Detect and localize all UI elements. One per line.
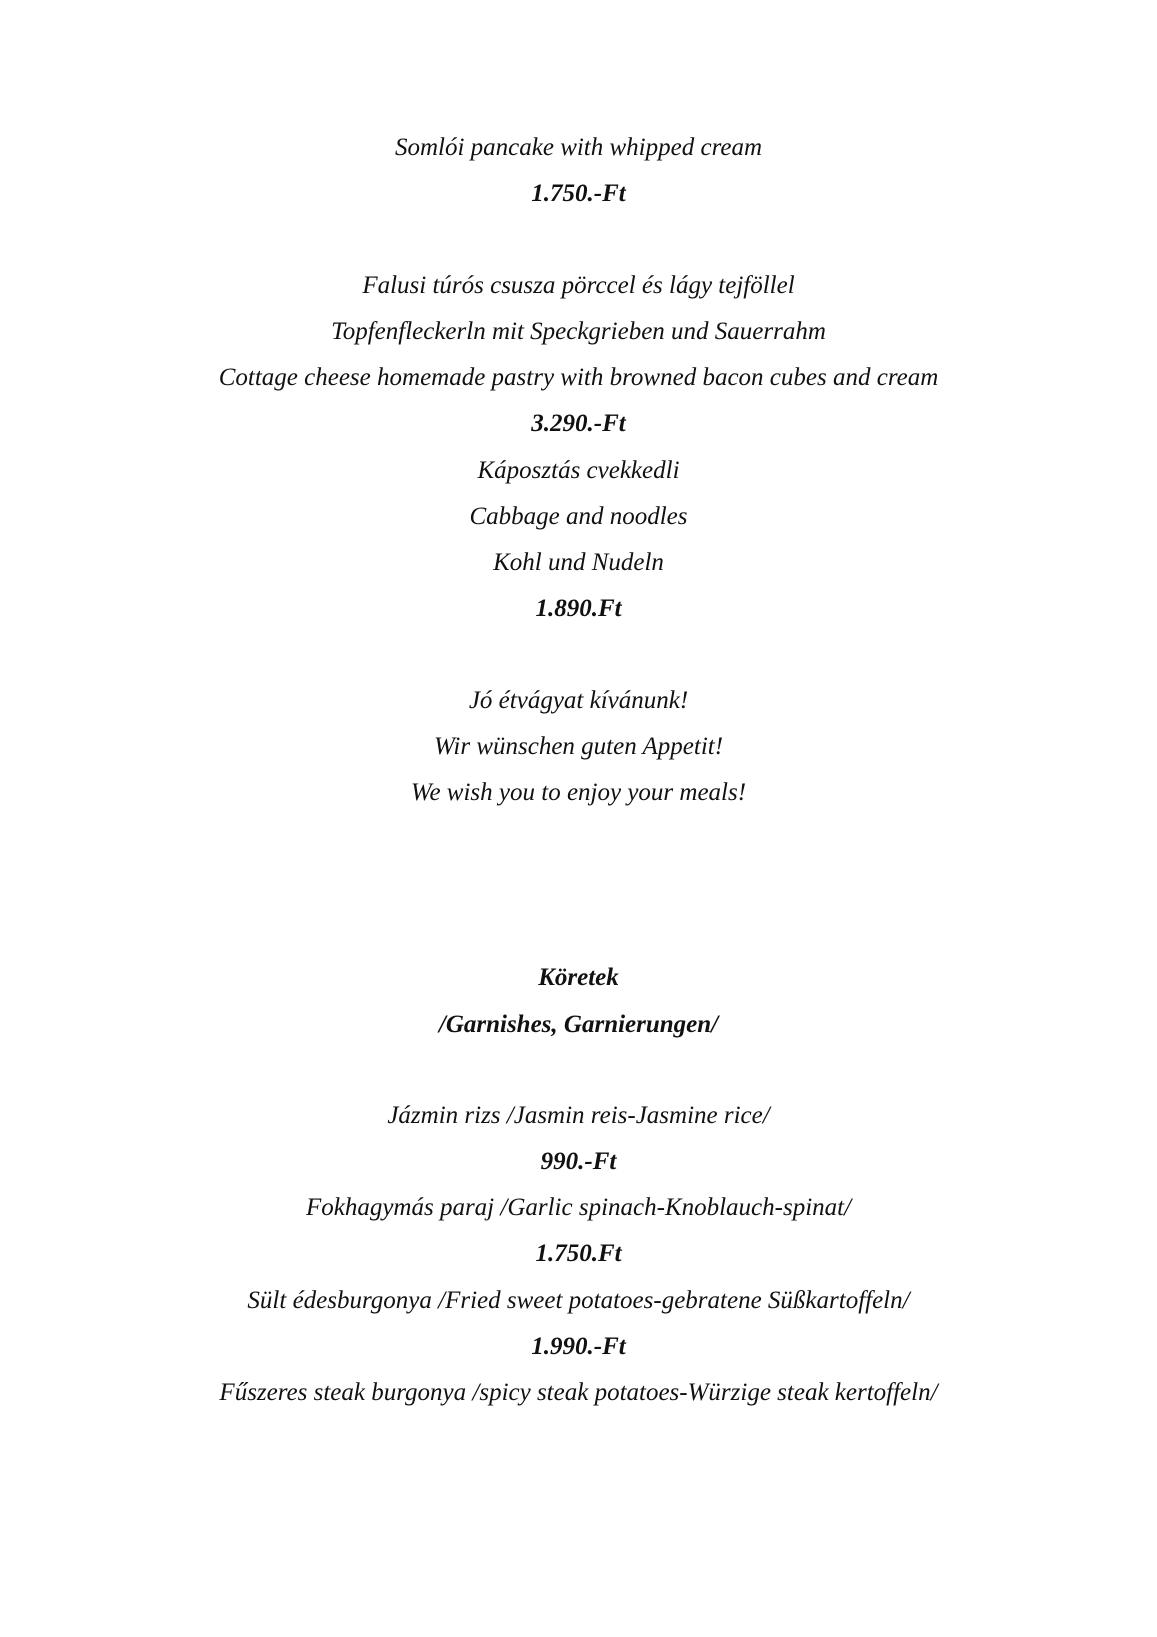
section-title: Köretek <box>538 964 619 991</box>
garnish-name: Fokhagymás paraj /Garlic spinach-Knoblauch-spinat/ <box>305 1194 852 1221</box>
dish-name-line: Falusi túrós csusza pörccel és lágy tejföllel <box>362 272 795 299</box>
closing-line: Wir wünschen guten Appetit! <box>433 733 724 760</box>
garnish-name: Jázmin rizs /Jasmin reis-Jasmine rice/ <box>387 1102 770 1129</box>
dish-name-line: Cabbage and noodles <box>469 503 688 530</box>
garnish-price: 990.-Ft <box>540 1148 617 1175</box>
dish-name-line: Kohl und Nudeln <box>493 549 664 576</box>
garnish-name: Sült édesburgonya /Fried sweet potatoes-gebratene Süßkartoffeln/ <box>247 1287 910 1314</box>
dish-name-line: Topfenfleckerln mit Speckgrieben und Sauerrahm <box>331 318 826 345</box>
dish-name-line: Somlói pancake with whipped cream <box>394 134 763 161</box>
dish-price: 1.750.-Ft <box>531 180 626 207</box>
section-subtitle: /Garnishes, Garnierungen/ <box>438 1011 719 1038</box>
dish-name-line: Káposztás cvekkedli <box>477 457 680 484</box>
closing-line: We wish you to enjoy your meals! <box>410 779 747 806</box>
dish-price: 3.290.-Ft <box>531 410 626 437</box>
dish-price: 1.890.Ft <box>535 595 622 622</box>
closing-line: Jó étvágyat kívánunk! <box>468 687 689 714</box>
garnish-name: Fűszeres steak burgonya /spicy steak potatoes-Würzige steak kertoffeln/ <box>219 1379 938 1406</box>
garnish-price: 1.990.-Ft <box>531 1333 626 1360</box>
garnish-price: 1.750.Ft <box>535 1240 622 1267</box>
dish-name-line: Cottage cheese homemade pastry with browned bacon cubes and cream <box>218 364 939 391</box>
